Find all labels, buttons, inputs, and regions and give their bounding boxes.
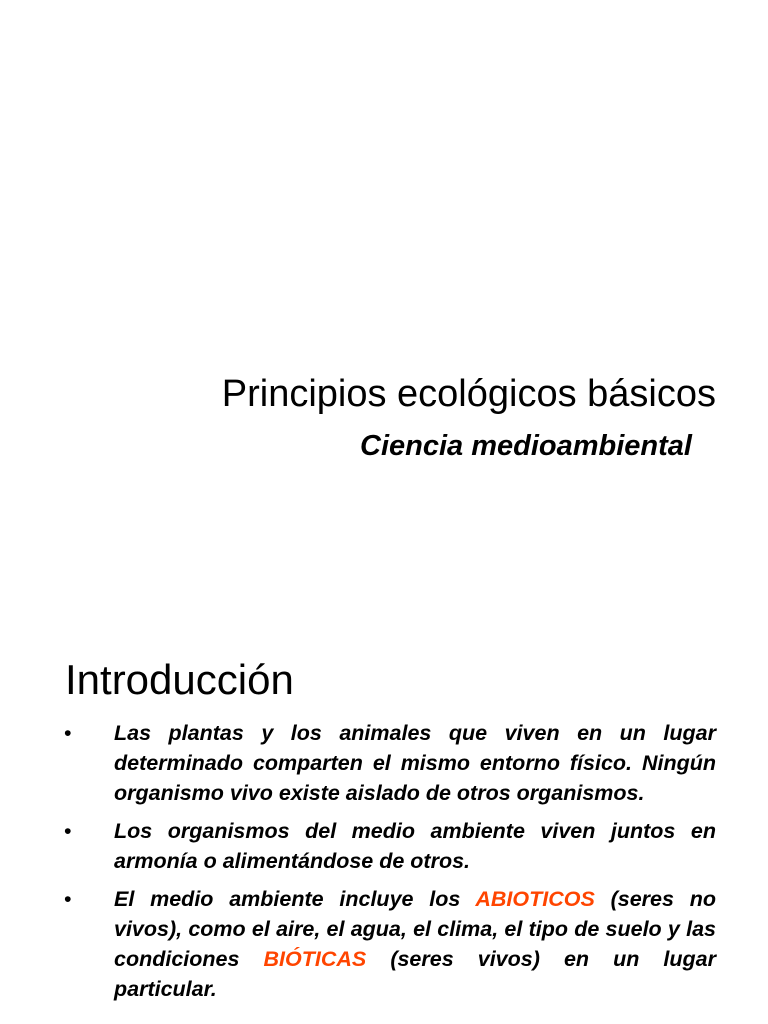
bullet-item xyxy=(0,718,768,808)
bullet-text-part: El medio ambiente incluye los xyxy=(114,887,476,911)
section-heading: Introducción xyxy=(65,656,294,703)
bullet-text-part: (seres vivos) en un lugar particular. xyxy=(114,947,716,1001)
bullet-icon: • xyxy=(64,819,72,843)
bullet-list xyxy=(0,718,768,1012)
abioticos-highlight: ABIOTICOS xyxy=(475,887,595,911)
bullet-item xyxy=(0,816,768,876)
bullet-text: Los organismos del medio ambiente viven juntos en armonía o alimentándose de otros. xyxy=(114,819,716,873)
bullet-text-part: (seres no vivos), como el aire, el agua, el clima, el tipo de suelo y las condiciones xyxy=(114,887,717,971)
slide-title: Principios ecológicos básicos xyxy=(221,373,716,415)
slide-subtitle: Ciencia medioambiental xyxy=(360,430,692,462)
bullet-item xyxy=(0,884,768,1004)
bullet-icon: • xyxy=(64,721,72,745)
bioticas-highlight: BIÓTICAS xyxy=(263,947,367,971)
bullet-icon: • xyxy=(64,887,72,911)
bullet-text: Las plantas y los animales que viven en un lugar determinado comparten el mismo entorno físico. Ningún organismo vivo existe aislado de otros organismos. xyxy=(114,721,716,805)
